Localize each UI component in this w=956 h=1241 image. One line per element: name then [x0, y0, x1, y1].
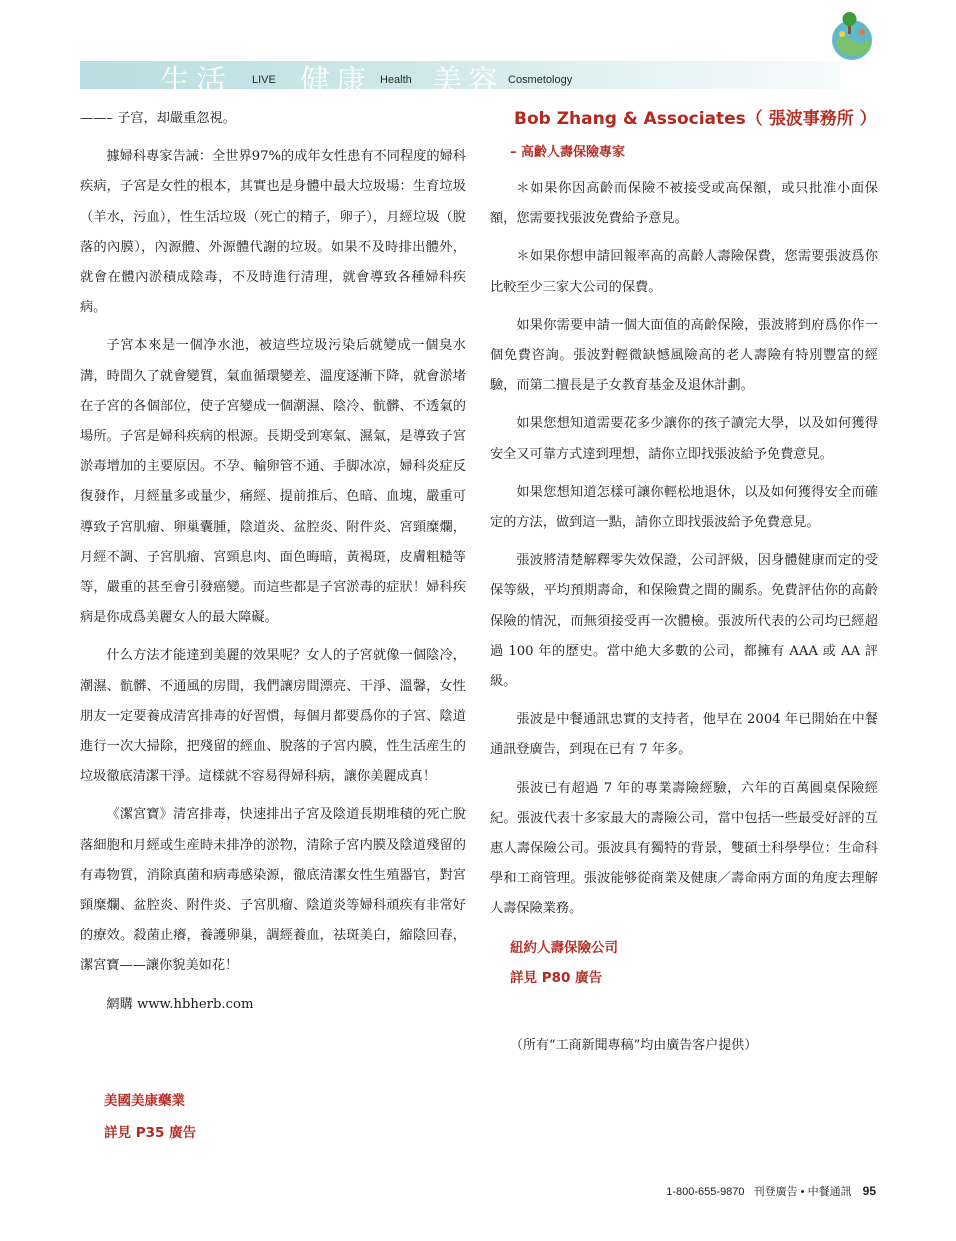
left-website-line: 網購 www.hbherb.com [106, 996, 254, 1012]
header-section-zh-1: 生活 [160, 64, 232, 99]
left-company-ref: 詳見 P35 廣告 [104, 1125, 197, 1141]
advertorial-note: （所有“工商新聞專稿”均由廣告客户提供） [510, 1038, 758, 1053]
right-paragraph-4: 如果您想知道需要花多少讓你的孩子讀完大學，以及如何獲得安全又可靠方式達到理想，請你立即找張波給予免費意見。 [490, 416, 878, 462]
left-company-name: 美國美康藥業 [104, 1093, 185, 1109]
right-paragraph-7: 張波是中餐通訊忠實的支持者，他早在 2004 年已開始在中餐通訊登廣告，到現在已有 7 年多。 [490, 712, 878, 758]
right-paragraph-2: ＊如果你想申請回報率高的高齡人壽險保費，您需要張波爲你比較至少三家大公司的保費。 [490, 249, 878, 295]
right-paragraph-8: 張波已有超過 7 年的專業壽險經驗，六年的百萬圓桌保險經紀。張波代表十多家最大的壽險公司，當中包括一些最受好評的互惠人壽保險公司。張波具有獨特的背景，雙碩士科學學位：生命科學和工商管理。張波能够從商業及健康／壽命兩方面的角度去理解人壽保險業務。 [490, 780, 878, 917]
left-paragraph-2: 子宮本來是一個净水池，被這些垃圾污染后就變成一個臭水溝，時間久了就會變質，氣血循環變差、溫度逐漸下降，就會淤堵在子宮的各個部位，使子宮變成一個潮濕、陰冷、骯髒、不透氣的場所。子宮是婦科疾病的根源。長期受到寒氣、濕氣，是導致子宮淤毒增加的主要原因。不孕、輸卵管不通、手脚冰凉，婦科炎症反復發作，月經量多或量少，痛經、提前推后、色暗、血塊，嚴重可導致子宮肌瘤、卵巢囊腫，陰道炎、盆腔炎、附件炎、宮頸糜爛，月經不調、子宮肌瘤、宮頸息肉、面色晦暗，黃褐斑，皮膚粗糙等等，嚴重的甚至會引發癌變。而這些都是子宮淤毒的症狀！婦科疾病是你成爲美麗女人的最大障礙。 [80, 338, 466, 626]
footer-text: 刊登廣告 • 中餐通訊 [753, 1186, 852, 1198]
right-company-name: 紐約人壽保險公司 [510, 939, 618, 956]
section-header-band [80, 61, 840, 99]
right-paragraph-3: 如果你需要申請一個大面值的高齡保險，張波將到府爲你作一個免費咨詢。張波對輕微缺憾風險高的老人壽險有特別豐富的經驗，而第二擅長是子女教育基金及退休計劃。 [490, 317, 878, 394]
left-paragraph-4: 《潔宮寶》清宮排毒，快速排出子宮及陰道長期堆積的死亡脫落細胞和月經或生産時未排净的淤物，清除子宮内膜及陰道殘留的有毒物質，消除真菌和病毒感染源，徹底清潔女性生殖器官，對宮頸糜爛、盆腔炎、附件炎、子宮肌瘤、陰道炎等婦科頑疾有非常好的療效。殺菌止癢，養護卵巢，調經養血，祛斑美白，縮陰回春，潔宮寶——讓你貌美如花！ [80, 807, 466, 974]
header-section-en-1: LIVE [252, 74, 276, 86]
header-section-zh-3: 美容 [432, 64, 504, 99]
left-paragraph-1: 據婦科專家告誡：全世界97%的成年女性患有不同程度的婦科疾病，子宮是女性的根本，其實也是身體中最大垃圾場：生育垃圾（羊水，污血），性生活垃圾（死亡的精子，卵子），月經垃圾（脫落的內膜），內源體、外源體代謝的垃圾。如果不及時排出體外，就會在體內淤積成陰毒，不及時進行清理，就會導致各種婦科疾病。 [80, 149, 466, 316]
header-section-en-3: Cosmetology [508, 74, 573, 86]
globe-logo-icon [826, 10, 878, 62]
right-paragraph-5: 如果您想知道怎樣可讓你輕松地退休，以及如何獲得安全而確定的方法，做到這一點，請你立即找張波給予免費意見。 [490, 484, 878, 531]
page-footer [666, 1183, 876, 1199]
right-article-column [490, 104, 878, 993]
left-lead-line: ——– 子宫，却嚴重忽視。 [80, 111, 236, 126]
right-subtitle: – 高齡人壽保險專家 [510, 145, 626, 160]
header-section-zh-2: 健康 [300, 64, 372, 99]
right-title: Bob Zhang & Associates（ 張波事務所 ） [514, 109, 877, 129]
header-section-en-2: Health [380, 74, 412, 86]
left-paragraph-3: 什么方法才能達到美麗的效果呢？女人的子宮就像一個陰冷，潮濕、骯髒、不通風的房間，我們讓房間漂亮、干淨、溫馨，女性朋友一定要養成清宮排毒的好習慣，每個月都要爲你的子宮、陰道進行一次大掃除，把殘留的經血、脫落的子宮内膜，性生活産生的垃圾徹底清潔干淨。這樣就不容易得婦科病，讓你美麗成真！ [80, 648, 466, 785]
left-article-column [80, 104, 466, 1028]
right-paragraph-6: 張波將清楚解釋零失效保證，公司評級，因身體健康而定的受保等級，平均預期壽命，和保險費之間的關系。免費評估你的高齡保險的情況，而無須接受再一次體檢。張波所代表的公司均已經超過 100 年的歷史。當中絶大多數的公司，都擁有 AAA 或 AA 評級。 [490, 553, 878, 690]
right-company-ref: 詳見 P80 廣告 [510, 969, 603, 986]
left-company-block [104, 1086, 196, 1148]
footer-phone: 1-800-655-9870 [666, 1186, 745, 1198]
page-number: 95 [862, 1184, 876, 1198]
right-paragraph-1: ＊如果你因高齡而保險不被接受或高保額，或只批准小面保額，您需要找張波免費給予意見。 [490, 181, 878, 227]
